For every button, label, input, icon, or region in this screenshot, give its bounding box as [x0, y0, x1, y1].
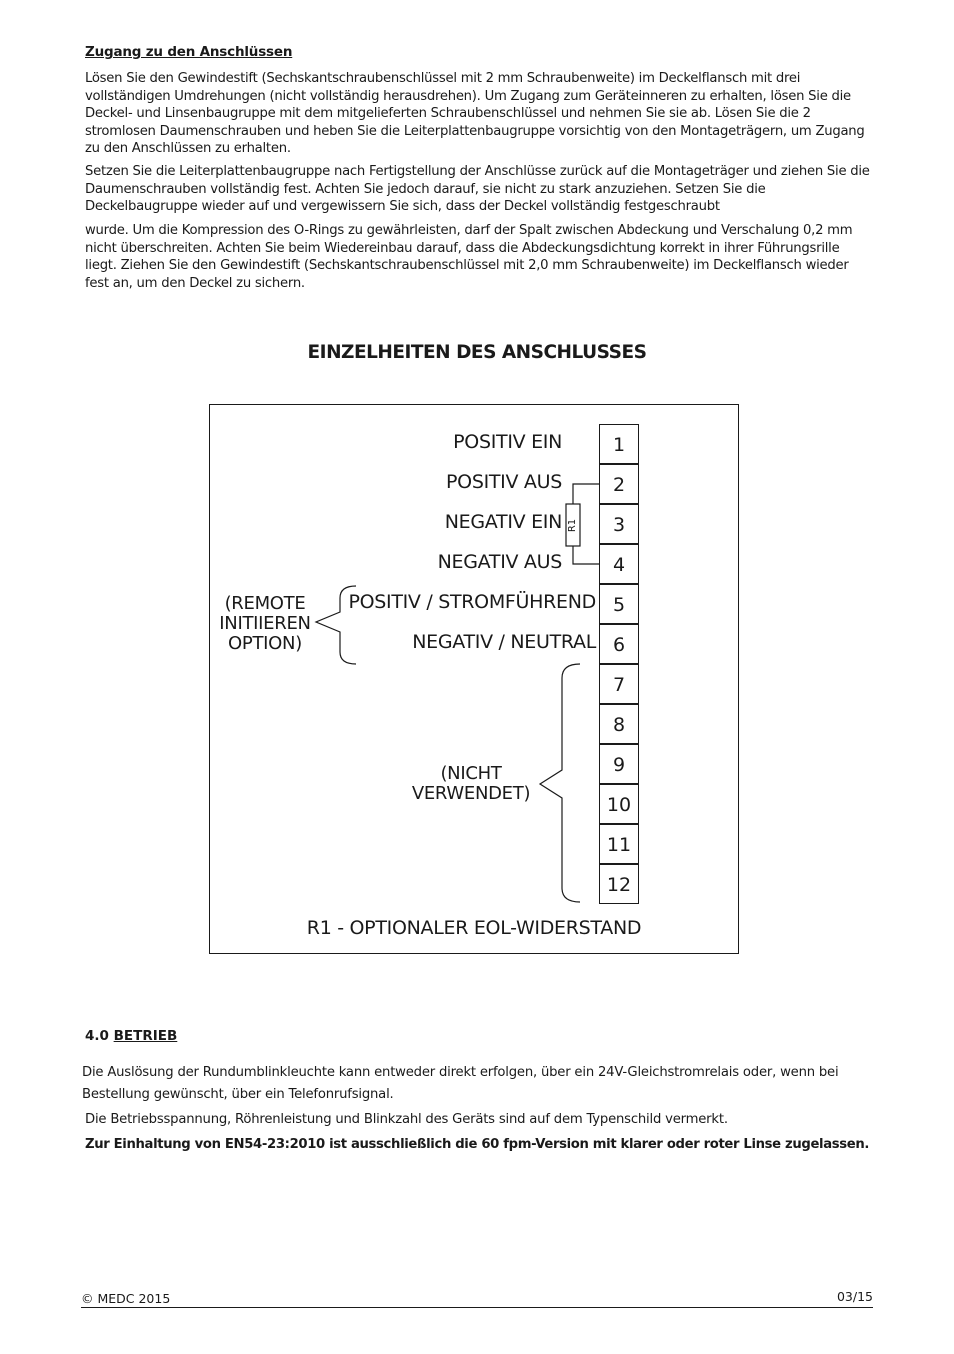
terminal-9: 9 — [599, 744, 639, 784]
terminal-6: 6 — [599, 624, 639, 664]
terminal-4: 4 — [599, 544, 639, 584]
access-paragraph-2: Setzen Sie die Leiterplattenbaugruppe nach Fertigstellung der Anschlüsse zurück auf die Montageträger und ziehen Sie die Daumenschrauben vollständig fest. Achten Sie jedoch darauf, sie nicht zu stark anzuziehen. Setzen Sie die Deckelbaugruppe wieder auf und vergewissern Sie sich, dass der Deckel vollständig festgeschraubt — [85, 164, 870, 215]
resistor-wire-bottom — [573, 546, 599, 564]
terminal-1: 1 — [599, 424, 639, 464]
section-title-text: BETRIEB — [113, 1028, 178, 1044]
unused-note-line-2: VERWENDET) — [411, 783, 531, 804]
section-number: 4.0 — [85, 1028, 109, 1044]
label-terminal-6: NEGATIV / NEUTRAL — [412, 631, 596, 653]
remote-note-line-1: (REMOTE — [224, 593, 306, 614]
access-paragraph-1: Lösen Sie den Gewindestift (Sechskantschraubenschlüssel mit 2 mm Schraubenweite) im Deckelflansch mit drei vollständigen Umdrehungen (nicht vollständig herausdrehen). Um Zugang zum Geräteinneren zu erhalten, lösen Sie die Deckel- und Linsenbaugruppe mit dem mitgelieferten Schraubenschlüssel und nehmen Sie sie ab. Lösen Sie die 2 stromlosen Daumenschrauben und heben Sie die Leiterplattenbaugruppe vorsichtig von den Montageträgern, um Zugang zu den Anschlüssen zu erhalten. — [85, 71, 865, 157]
label-terminal-5: POSITIV / STROMFÜHREND — [348, 591, 596, 613]
terminal-3: 3 — [599, 504, 639, 544]
remote-option-bracket — [316, 586, 356, 664]
resistor-label-wrap — [566, 504, 580, 546]
label-terminal-2: POSITIV AUS — [446, 471, 562, 493]
terminal-12: 12 — [599, 864, 639, 904]
footer-date: 03/15 — [836, 1289, 873, 1304]
terminal-2: 2 — [599, 464, 639, 504]
terminal-8: 8 — [599, 704, 639, 744]
remote-option-note — [214, 594, 316, 654]
label-terminal-1: POSITIV EIN — [453, 431, 562, 453]
terminal-5: 5 — [599, 584, 639, 624]
footer-copyright: © MEDC 2015 — [81, 1291, 171, 1306]
operation-paragraph-2: Die Betriebsspannung, Röhrenleistung und Blinkzahl des Geräts sind auf dem Typenschild vermerkt. — [85, 1112, 728, 1127]
section-title-operation — [85, 1028, 177, 1044]
terminal-11: 11 — [599, 824, 639, 864]
terminal-7: 7 — [599, 664, 639, 704]
footer-divider — [81, 1307, 873, 1308]
operation-paragraph-3: Zur Einhaltung von EN54-23:2010 ist ausschließlich die 60 fpm-Version mit klarer oder roter Linse zugelassen. — [85, 1137, 870, 1152]
label-terminal-3: NEGATIV EIN — [444, 511, 562, 533]
diagram-heading: EINZELHEITEN DES ANSCHLUSSES — [307, 342, 647, 363]
resistor-wire-top — [573, 484, 599, 504]
unused-terminals-note — [404, 764, 538, 804]
label-terminal-4: NEGATIV AUS — [437, 551, 562, 573]
resistor-footnote: R1 - OPTIONALER EOL-WIDERSTAND — [306, 917, 642, 939]
unused-terminals-bracket — [540, 664, 580, 902]
terminal-10: 10 — [599, 784, 639, 824]
operation-paragraph-1: Die Auslösung der Rundumblinkleuchte kann entweder direkt erfolgen, über ein 24V-Gleichstromrelais oder, wenn bei Bestellung gewünscht, über ein Telefonrufsignal. — [82, 1065, 839, 1102]
access-paragraph-3: wurde. Um die Kompression des O-Rings zu gewährleisten, darf der Spalt zwischen Abdeckung und Verschalung 0,2 mm nicht überschreiten. Achten Sie beim Wiedereinbau darauf, dass die Abdeckungsdichtung korrekt in ihrer Führungsrille liegt. Ziehen Sie den Gewindestift (Sechskantschraubenschlüssel mit 2,0 mm Schraubenweite) im Deckelflansch wieder fest an, um den Deckel zu sichern. — [85, 223, 853, 291]
resistor-label: R1 — [567, 518, 579, 532]
remote-note-line-3: OPTION) — [228, 633, 302, 654]
unused-note-line-1: (NICHT — [440, 763, 502, 784]
remote-note-line-2: INITIIEREN — [219, 613, 311, 634]
section-title-access: Zugang zu den Anschlüssen — [85, 44, 293, 60]
